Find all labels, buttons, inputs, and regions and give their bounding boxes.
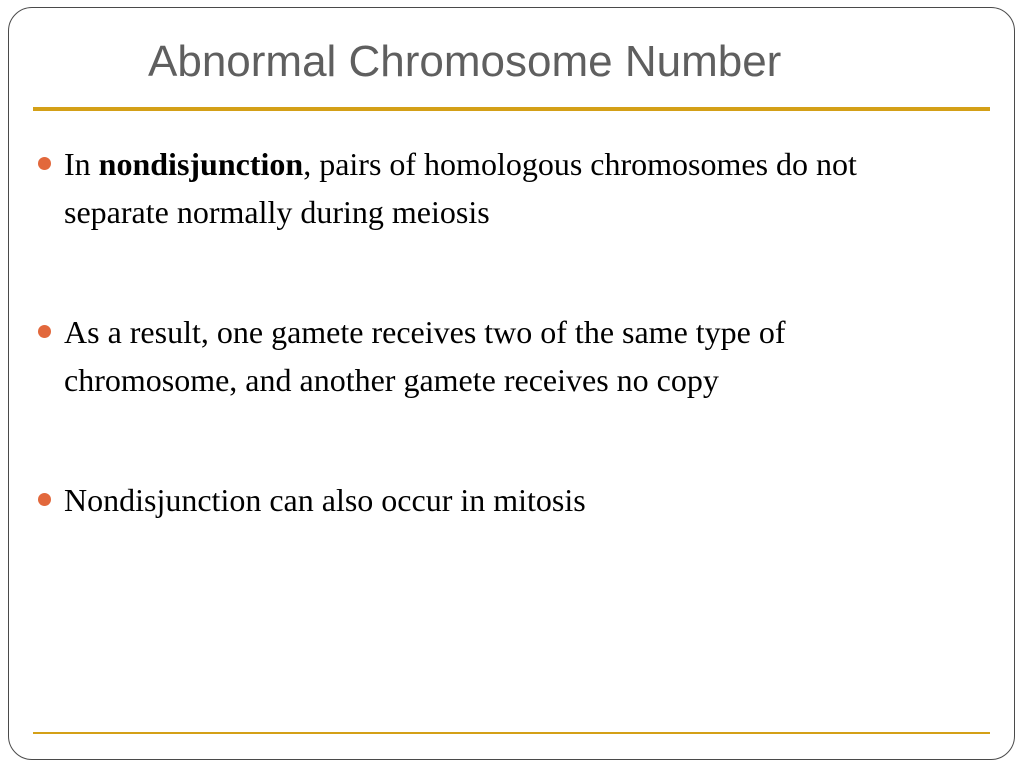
slide-title: Abnormal Chromosome Number <box>148 37 782 86</box>
bullet-item-2 <box>34 308 964 404</box>
bullet-list <box>34 140 964 524</box>
bullet-dot-icon <box>38 325 51 338</box>
title-divider <box>33 107 990 111</box>
bullet-item-1 <box>34 140 964 236</box>
footer-divider <box>33 732 990 734</box>
bullet-dot-icon <box>38 493 51 506</box>
bullet-dot-icon <box>38 157 51 170</box>
bullet-1-prefix: In <box>64 146 99 182</box>
bullet-1-term: nondisjunction <box>98 146 304 182</box>
bullet-item-3 <box>34 476 964 524</box>
bullet-2-text: As a result, one gamete receives two of the same type of chromosome, and another gamete receives no copy <box>64 314 786 398</box>
bullet-3-text: Nondisjunction can also occur in mitosis <box>64 482 586 518</box>
bullet-1-suffix: , pairs of homologous chromosomes do not separate normally during meiosis <box>64 146 857 230</box>
